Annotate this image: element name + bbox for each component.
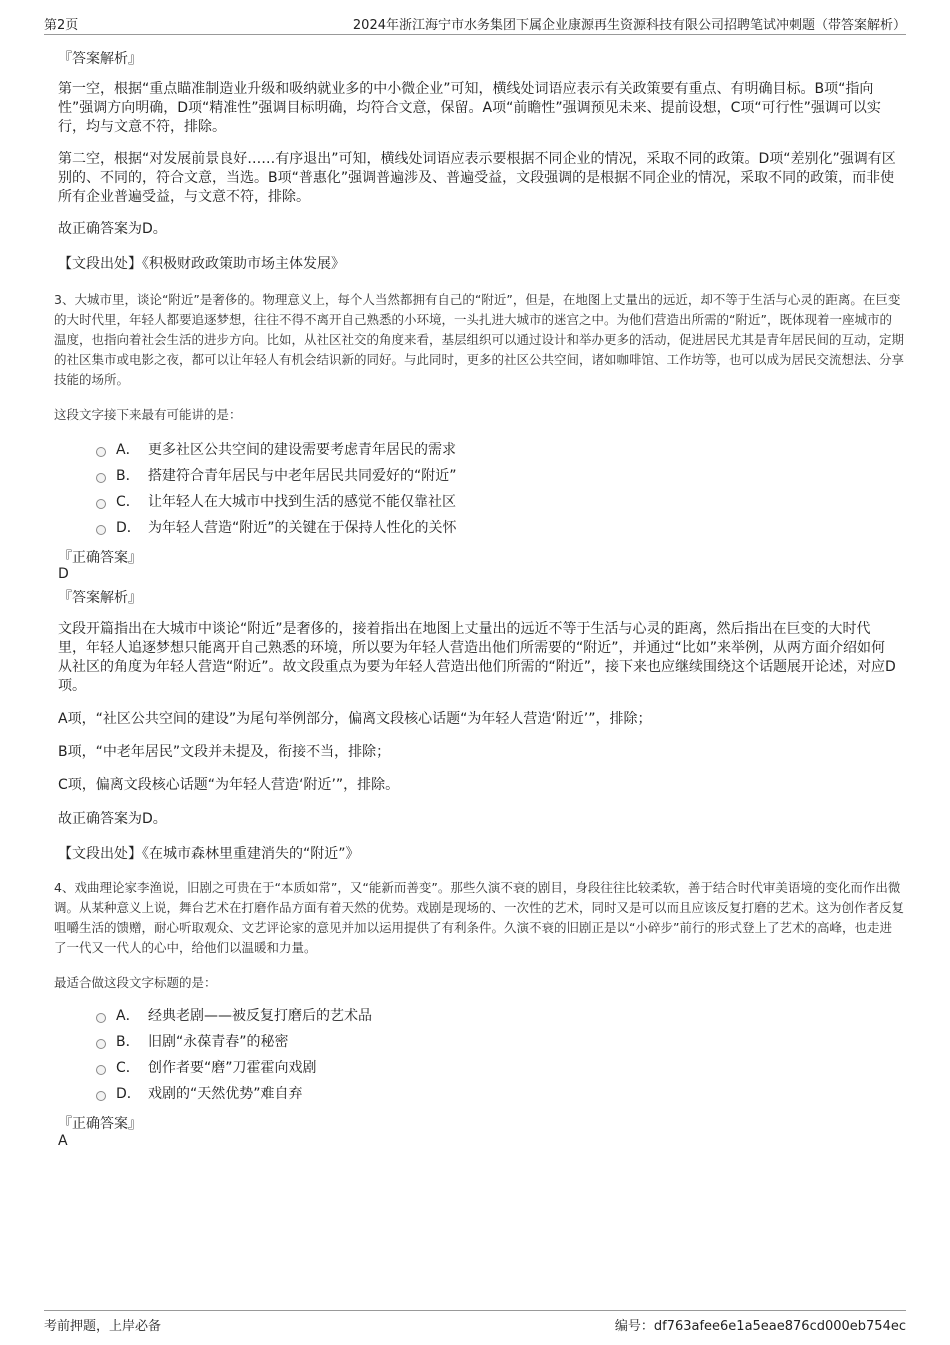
radio-icon[interactable] (96, 1013, 106, 1023)
q3-analysis-b: B项，“中老年居民”文段并未提及，衔接不当，排除； (58, 744, 391, 760)
footer-slogan: 考前押题，上岸必备 (44, 1319, 162, 1334)
q4-option-a[interactable]: A． 经典老剧——被反复打磨后的艺术品 (96, 1006, 372, 1026)
q4-prompt: 最适合做这段文字标题的是： (54, 975, 217, 990)
q4-answer-label: 『正确答案』 (58, 1116, 142, 1132)
radio-icon[interactable] (96, 447, 106, 457)
q4-option-d[interactable]: D． 戏剧的“天然优势”难自弃 (96, 1084, 303, 1104)
q2-conclusion: 故正确答案为D。 (58, 221, 167, 237)
q3-option-d[interactable]: D． 为年轻人营造“附近”的关键在于保持人性化的关怀 (96, 518, 457, 538)
document-title: 2024年浙江海宁市水务集团下属企业康源再生资源科技有限公司招聘笔试冲刺题（带答案解析） (352, 18, 906, 33)
q3-analysis-a: A项，“社区公共空间的建设”为尾句举例部分，偏离文段核心话题“为年轻人营造‘附近’”，排除； (58, 711, 652, 727)
q2-analysis-para2: 第二空，根据“对发展前景良好……有序退出”可知，横线处词语应表示要根据不同企业的情况，采取不同的政策。D项“差别化”强调有区别的、不同的，符合文意，当选。B项“普惠化”强调普遍涉及、普遍受益，文段强调的是根据不同企业的情况，采取不同的政策，而非使所有企业普遍受益，与文意不符，排除。 (58, 151, 896, 205)
page-footer (44, 1310, 906, 1335)
q3-source: 【文段出处】《在城市森林里重建消失的“附近”》 (58, 846, 360, 862)
document-serial: 编号：df763afee6e1a5eae876cd000eb754ec (614, 1319, 906, 1334)
q3-option-b[interactable]: B． 搭建符合青年居民与中老年居民共同爱好的“附近” (96, 466, 457, 486)
q3-answer: D (58, 566, 69, 582)
q3-analysis-label: 『答案解析』 (58, 590, 142, 606)
radio-icon[interactable] (96, 1065, 106, 1075)
q3-option-c[interactable]: C． 让年轻人在大城市中找到生活的感觉不能仅靠社区 (96, 492, 456, 512)
q3-answer-label: 『正确答案』 (58, 550, 142, 566)
q3-conclusion: 故正确答案为D。 (58, 811, 167, 827)
q4-answer: A (58, 1133, 68, 1149)
q3-stem: 3、大城市里，谈论“附近”是奢侈的。物理意义上，每个人当然都拥有自己的“附近”，但是，在地图上丈量出的远近，却不等于生活与心灵的距离。在巨变的大时代里，年轻人都要追逐梦想，往往不得不离开自己熟悉的小环境，一头扎进大城市的迷宫之中。为他们营造出所需的“附近”，既体现着一座城市的温度，也指向着社会生活的进步方向。比如，从社区社交的角度来看，基层组织可以通过设计和举办更多的活动，促进居民尤其是青年居民间的互动，定期的社区集市或电影之夜，都可以让年轻人有机会结识新的同好。与此同时，更多的社区公共空间，诸如咖啡馆、工作坊等，也可以成为居民交流想法、分享技能的场所。 (54, 292, 905, 387)
q4-stem: 4、戏曲理论家李渔说，旧剧之可贵在于“本质如常”，又“能新而善变”。那些久演不衰的剧目，身段往往比较柔软，善于结合时代审美语境的变化而作出微调。从某种意义上说，舞台艺术在打磨作品方面有着天然的优势。戏剧是现场的、一次性的艺术，同时又是可以而且应该反复打磨的艺术。这为创作者反复咀嚼生活的馈赠，耐心听取观众、文艺评论家的意见并加以运用提供了有利条件。久演不衰的旧剧正是以“小碎步”前行的形式登上了艺术的高峰，也走进了一代又一代人的心中，给他们以温暖和力量。 (54, 880, 905, 955)
q3-analysis-c: C项，偏离文段核心话题“为年轻人营造‘附近’”，排除。 (58, 777, 400, 793)
q4-option-c[interactable]: C． 创作者要“磨”刀霍霍向戏剧 (96, 1058, 317, 1078)
radio-icon[interactable] (96, 473, 106, 483)
q3-analysis: 文段开篇指出在大城市中谈论“附近”是奢侈的，接着指出在地图上丈量出的远近不等于生活与心灵的距离，然后指出在巨变的大时代里，年轻人追逐梦想只能离开自己熟悉的环境，所以要为年轻人营造出他们所需要的“附近”，并通过“比如”来举例，从两方面介绍如何从社区的角度为年轻人营造“附近”。故文段重点为要为年轻人营造出他们所需的“附近”，接下来也应继续围绕这个话题展开论述，对应D项。 (58, 621, 896, 694)
page-header (44, 14, 906, 35)
radio-icon[interactable] (96, 499, 106, 509)
radio-icon[interactable] (96, 1039, 106, 1049)
radio-icon[interactable] (96, 525, 106, 535)
q3-prompt: 这段文字接下来最有可能讲的是： (54, 407, 242, 422)
q2-analysis-label: 『答案解析』 (58, 51, 142, 67)
q2-analysis-para1: 第一空，根据“重点瞄准制造业升级和吸纳就业多的中小微企业”可知，横线处词语应表示有关政策要有重点、有明确目标。B项“指向性”强调方向明确，D项“精准性”强调目标明确，均符合文意，保留。A项“前瞻性”强调预见未来、提前设想，C项“可行性”强调可以实行，均与文意不符，排除。 (58, 81, 881, 135)
q4-option-b[interactable]: B． 旧剧“永葆青春”的秘密 (96, 1032, 289, 1052)
q2-source: 【文段出处】《积极财政政策助市场主体发展》 (58, 256, 345, 272)
q3-option-a[interactable]: A． 更多社区公共空间的建设需要考虑青年居民的需求 (96, 440, 456, 460)
page-number: 第2页 (44, 18, 79, 33)
radio-icon[interactable] (96, 1091, 106, 1101)
